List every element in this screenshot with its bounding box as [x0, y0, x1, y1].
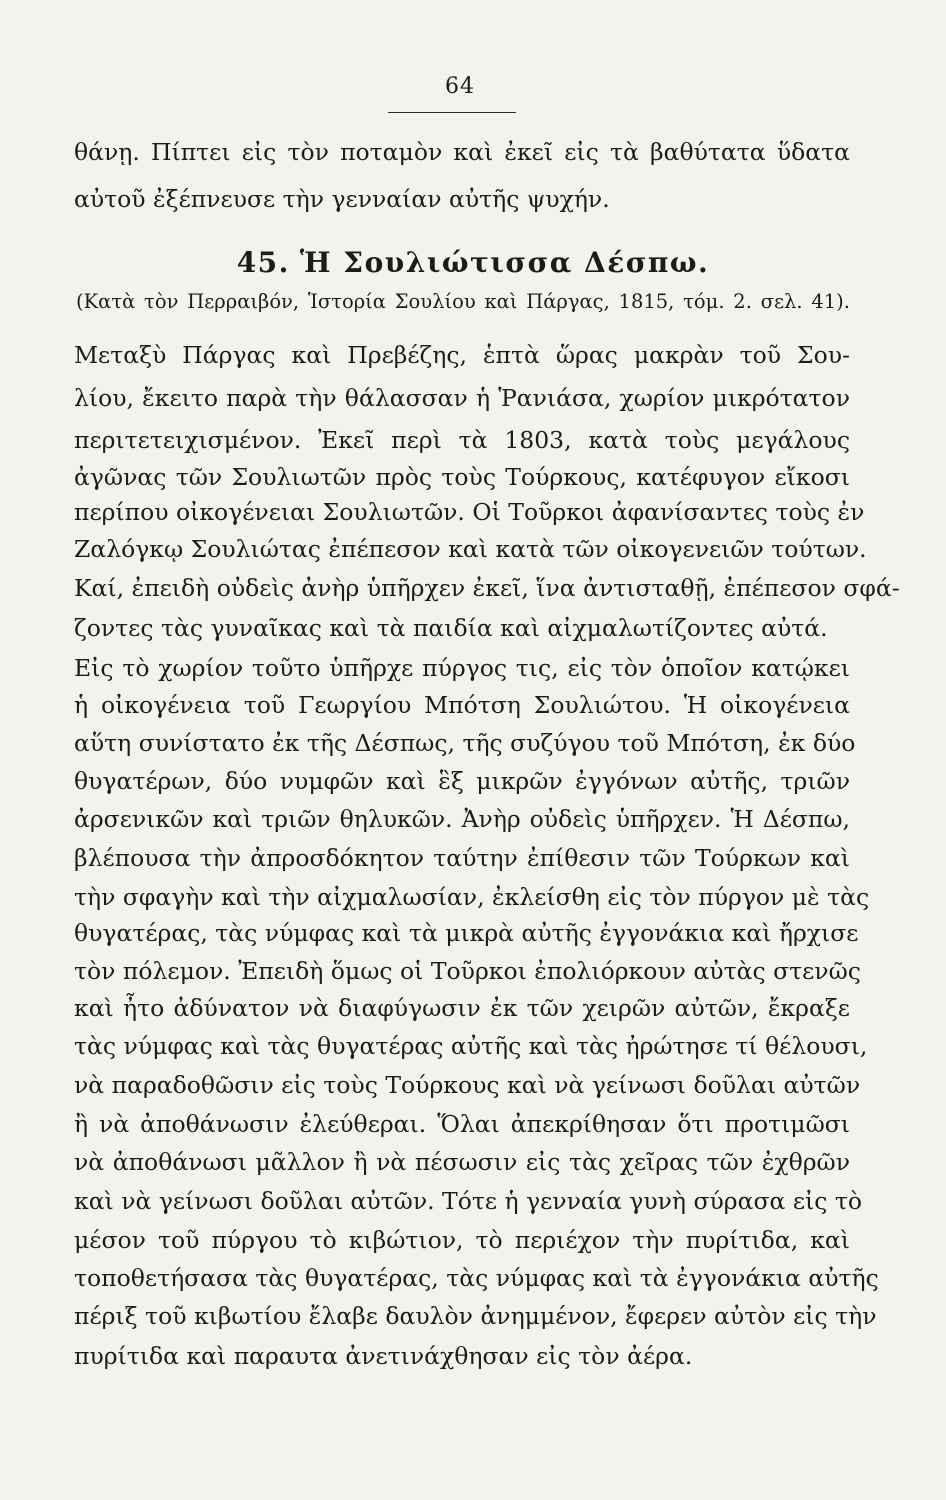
text-line: τὰς νύμφας καὶ τὰς θυγατέρας αὐτῆς καὶ τὰς ἠρώτησε τί θέλουσι, — [74, 1032, 868, 1060]
header-rule — [388, 112, 516, 113]
section-number: 45. — [236, 246, 290, 279]
text-line: βλέπουσα τὴν ἀπροσδόκητον ταύτην ἐπίθεσιν τῶν Τούρκων καὶ — [74, 844, 850, 872]
section-title: Ἡ Σουλιώτισσα Δέσπω. — [299, 246, 710, 279]
section-heading — [0, 246, 946, 280]
text-line: μέσον τοῦ πύργου τὸ κιβώτιον, τὸ περιέχον τὴν πυρίτιδα, καὶ — [74, 1226, 850, 1254]
text-line: Εἰς τὸ χωρίον τοῦτο ὑπῆρχε πύργος τις, εἰς τὸν ὁποῖον κατῴκει — [74, 654, 850, 682]
text-line: ἡ οἰκογένεια τοῦ Γεωργίου Μπότση Σουλιώτου. Ἡ οἰκογένεια — [74, 691, 850, 719]
source-citation: (Κατὰ τὸν Περραιβόν, Ἱστορία Σουλίου καὶ Πάργας, 1815, τόμ. 2. σελ. 41). — [76, 290, 850, 313]
text-line: νὰ ἀποθάνωσι μᾶλλον ἢ νὰ πέσωσιν εἰς τὰς χεῖρας τῶν ἐχθρῶν — [74, 1148, 850, 1176]
text-line: λίου, ἔκειτο παρὰ τὴν θάλασσαν ἡ Ῥανιάσα, χωρίον μικρότατον — [74, 384, 850, 412]
text-line: ἀρσενικῶν καὶ τριῶν θηλυκῶν. Ἀνὴρ οὐδεὶς ὑπῆρχεν. Ἡ Δέσπω, — [74, 805, 850, 833]
text-line: πυρίτιδα καὶ παραυτα ἀνετινάχθησαν εἰς τὸν ἀέρα. — [74, 1342, 693, 1370]
page-number: 64 — [445, 74, 475, 99]
text-line: καὶ νὰ γείνωσι δοῦλαι αὐτῶν. Τότε ἡ γενναία γυνὴ σύρασα εἰς τὸ — [74, 1187, 863, 1215]
text-line: περιτετειχισμένον. Ἐκεῖ περὶ τὰ 1803, κατὰ τοὺς μεγάλους — [74, 426, 850, 454]
text-line: Ζαλόγκῳ Σουλιώτας ἐπέπεσον καὶ κατὰ τῶν οἰκογενειῶν τούτων. — [74, 535, 867, 563]
text-line: θυγατέρας, τὰς νύμφας καὶ τὰ μικρὰ αὐτῆς ἐγγονάκια καὶ ἤρχισε — [74, 919, 859, 947]
text-line: Καί, ἐπειδὴ οὐδεὶς ἀνὴρ ὑπῆρχεν ἐκεῖ, ἵνα ἀντισταθῇ, ἐπέπεσον σφά- — [74, 574, 900, 602]
text-line: Μεταξὺ Πάργας καὶ Πρεβέζης, ἑπτὰ ὥρας μακρὰν τοῦ Σου- — [74, 341, 850, 369]
text-line: περίπου οἰκογένειαι Σουλιωτῶν. Οἱ Τοῦρκοι ἀφανίσαντες τοὺς ἐν — [74, 498, 865, 526]
text-line: τοποθετήσασα τὰς θυγατέρας, τὰς νύμφας καὶ τὰ ἐγγονάκια αὐτῆς — [74, 1264, 879, 1292]
text-line: θάνῃ. Πίπτει εἰς τὸν ποταμὸν καὶ ἐκεῖ εἰς τὰ βαθύτατα ὕδατα — [74, 138, 850, 166]
text-line: ζοντες τὰς γυναῖκας καὶ τὰ παιδία καὶ αἰχμαλωτίζοντες αὐτά. — [74, 614, 828, 642]
text-line: πέριξ τοῦ κιβωτίου ἔλαβε δαυλὸν ἀνημμένον, ἔφερεν αὐτὸν εἰς τὴν — [74, 1302, 877, 1330]
text-line: ἢ νὰ ἀποθάνωσιν ἐλεύθεραι. Ὅλαι ἀπεκρίθησαν ὅτι προτιμῶσι — [74, 1110, 850, 1138]
text-line: αὕτη συνίστατο ἐκ τῆς Δέσπως, τῆς συζύγου τοῦ Μπότση, ἐκ δύο — [74, 729, 856, 757]
text-line: αὐτοῦ ἐξέπνευσε τὴν γενναίαν αὐτῆς ψυχήν. — [74, 185, 610, 213]
text-line: τὸν πόλεμον. Ἐπειδὴ ὅμως οἱ Τοῦρκοι ἐπολιόρκουν αὐτὰς στενῶς — [74, 957, 861, 985]
text-line: καὶ ἦτο ἀδύνατον νὰ διαφύγωσιν ἐκ τῶν χειρῶν αὐτῶν, ἔκραξε — [74, 994, 850, 1022]
text-line: θυγατέρων, δύο νυμφῶν καὶ ἓξ μικρῶν ἐγγόνων αὐτῆς, τριῶν — [74, 767, 850, 795]
text-line: ἀγῶνας τῶν Σουλιωτῶν πρὸς τοὺς Τούρκους, κατέφυγον εἴκοσι — [74, 463, 850, 491]
text-line: νὰ παραδοθῶσιν εἰς τοὺς Τούρκους καὶ νὰ γείνωσι δοῦλαι αὐτῶν — [74, 1071, 861, 1099]
text-line: τὴν σφαγὴν καὶ τὴν αἰχμαλωσίαν, ἐκλείσθη εἰς τὸν πύργον μὲ τὰς — [74, 883, 870, 911]
